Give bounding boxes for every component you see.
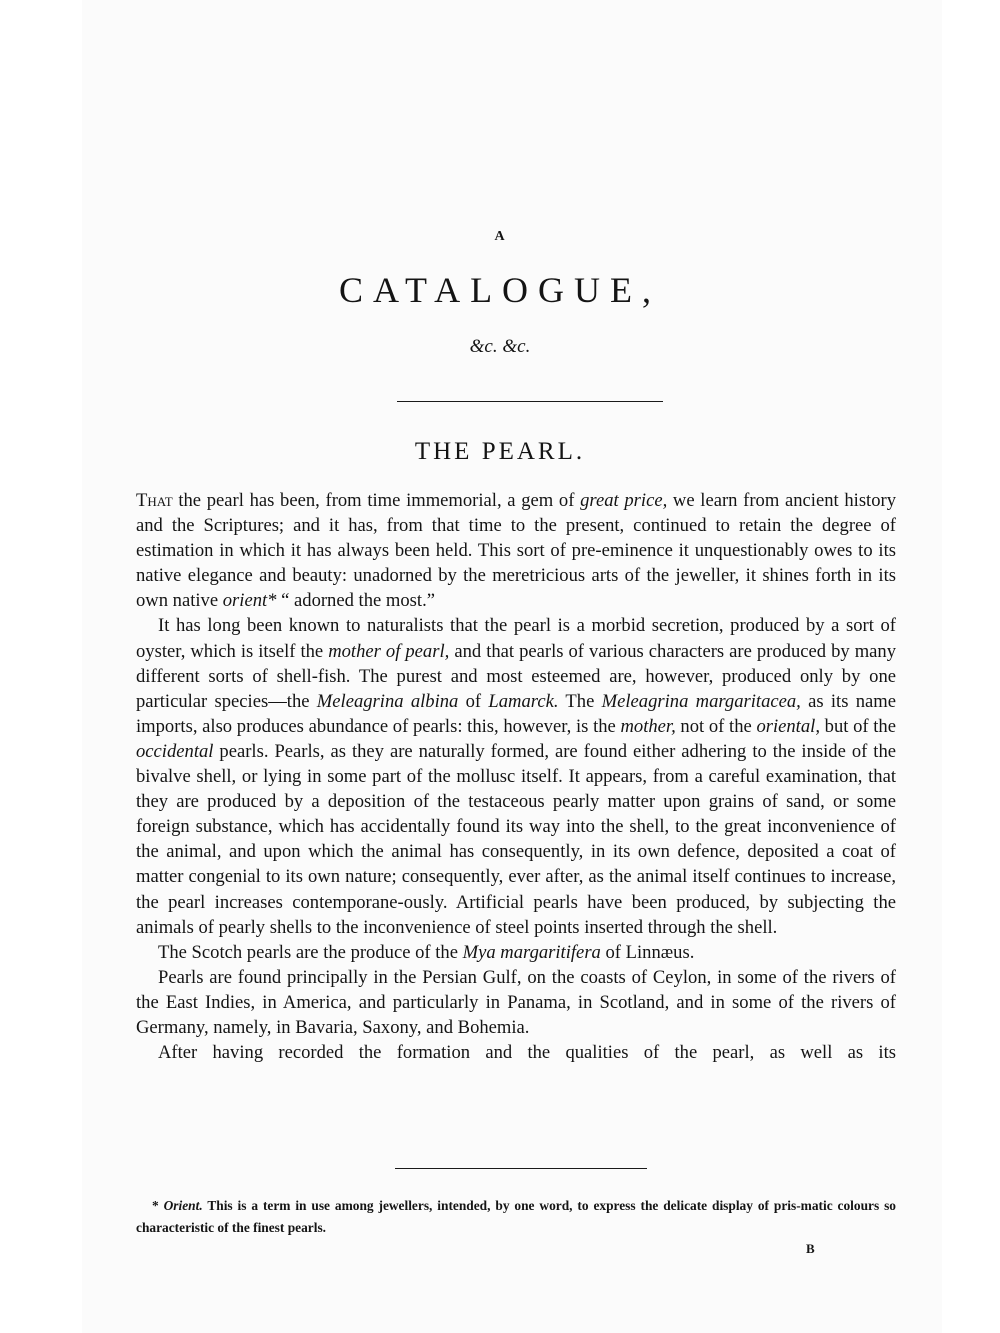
section-heading: THE PEARL. — [414, 438, 586, 465]
text-run: we learn from ancient history and the Scriptures; and it has, from that time to the present, continued to retain the degree of estimation in which it has always been held. This sort of pre-eminence it unquestionably owes to its native elegance and beauty: unadorned by the meretricious arts of the jeweller, it shines forth in its own native — [136, 490, 897, 612]
text-run: After having recorded the formation and the qualities of the pearl, as well as its — [158, 1042, 896, 1064]
italic-run: Lamarck. — [488, 690, 559, 712]
paragraph-2 — [136, 613, 896, 939]
italic-run: occidental — [136, 740, 214, 762]
text-run: but of the — [819, 715, 896, 737]
footnote — [136, 1195, 896, 1239]
text-run: The — [558, 690, 602, 712]
footnote-mark: * — [152, 1198, 159, 1213]
lead-word: That — [136, 490, 173, 511]
title-divider — [397, 401, 663, 402]
paragraph-4 — [136, 965, 896, 1040]
footnote-reference[interactable]: * — [267, 590, 277, 612]
text-run: as its name imports, also produces abundance of pearls: this, however, is the — [136, 690, 897, 737]
paragraph-1 — [136, 488, 896, 613]
italic-run: great price, — [580, 490, 668, 511]
italic-run: Mya margaritifera — [462, 941, 601, 963]
text-run: The Scotch pearls are the produce of the — [158, 941, 463, 963]
italic-run: Meleagrina margaritacea, — [601, 690, 801, 712]
text-run: Pearls are found principally in the Persian Gulf, on the coasts of Ceylon, in some of the rivers of the East Indies, in America, and particularly in Panama, in Scotland, and in some of the rivers of Germany, namely, in Bavaria, Saxony, and Bohemia. — [136, 966, 896, 1038]
footnote-term: Orient. — [163, 1198, 203, 1213]
paragraph-5 — [136, 1040, 896, 1065]
text-run: the pearl has been, from time immemorial, a gem of — [172, 490, 581, 511]
footnote-text: This is a term in use among jewellers, intended, by one word, to express the delicate display of pris-matic colours so characteristic of the finest pearls. — [136, 1198, 896, 1235]
body-text — [136, 488, 896, 1065]
italic-run: orient — [222, 590, 268, 612]
text-run: It has long been known to naturalists that the pearl is a morbid secretion, produced by a sort of oyster, which is itself the — [136, 615, 896, 662]
title-article: A — [494, 229, 506, 244]
text-run: pearls. Pearls, as they are naturally formed, are found either adhering to the inside of the bivalve shell, or lying in some part of the mollusc itself. It appears, from a careful examination, that they are produced by a deposition of the testaceous pearly matter upon grains of sand, or some foreign substance, which has accidentally found its way into the shell, to the great inconvenience of the animal, and upon which the animal has consequently, in its own defence, deposited a coat of matter congenial to its own nature; consequently, ever after, as the animal itself continues to increase, the pearl increases contemporane-ously. Artificial pearls have been produced, by subjecting the animals of pearly shells to the inconvenience of steel points inserted through the shell. — [136, 740, 896, 938]
page-title: CATALOGUE, — [338, 270, 662, 310]
italic-run: Meleagrina albina — [316, 690, 459, 712]
italic-run: oriental, — [756, 715, 820, 737]
title-etcetera: &c. &c. — [469, 336, 531, 357]
italic-run: mother of pearl, — [328, 640, 450, 662]
paragraph-3 — [136, 940, 896, 965]
text-run: of Linnæus. — [600, 941, 695, 963]
text-run: “ adorned the most.” — [276, 590, 435, 612]
footnote-divider — [395, 1168, 647, 1169]
signature-mark: B — [806, 1241, 815, 1256]
text-run: and that pearls of various characters are produced by many different sorts of shell-fish. The purest and most esteemed are, however, produced only by one particular species—the — [136, 640, 897, 712]
text-run: not of the — [675, 715, 757, 737]
text-run: of — [458, 690, 489, 712]
italic-run: mother, — [620, 715, 676, 737]
